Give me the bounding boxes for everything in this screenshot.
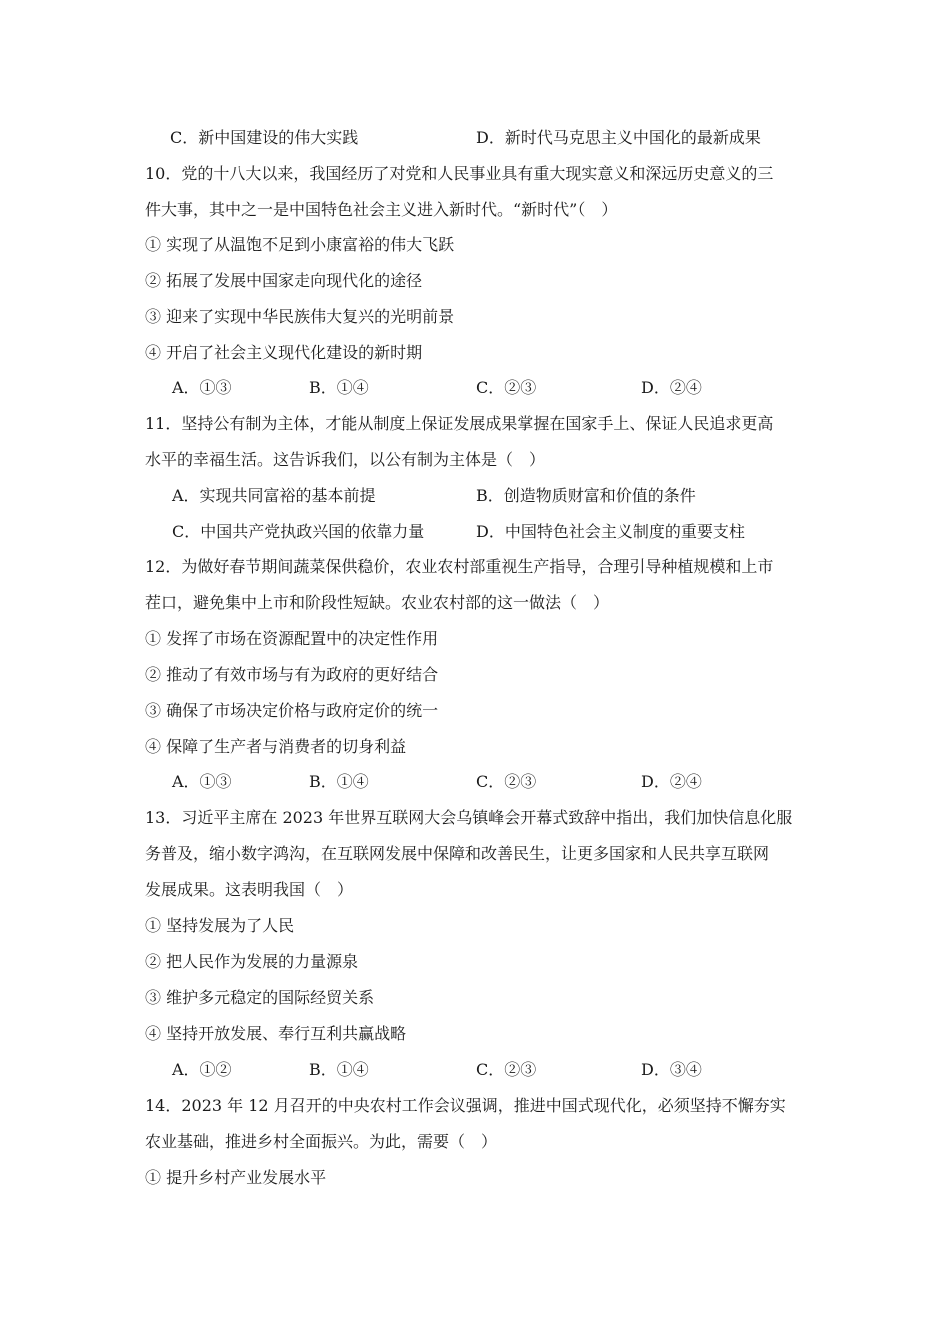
question-11-choice-c: C．中国共产党执政兴国的依靠力量 [172, 522, 425, 541]
question-12-item-3: ③ 确保了市场决定价格与政府定价的统一 [145, 701, 439, 720]
question-10-item-4: ④ 开启了社会主义现代化建设的新时期 [145, 343, 423, 362]
question-11-choice-b: B．创造物质财富和价值的条件 [476, 486, 696, 505]
question-14-item-1: ① 提升乡村产业发展水平 [145, 1168, 327, 1187]
question-13-stem-line-1: 13．习近平主席在 2023 年世界互联网大会乌镇峰会开幕式致辞中指出，我们加快信息化服 [145, 808, 793, 827]
option-c: C．新中国建设的伟大实践 [170, 128, 359, 147]
question-12-item-4: ④ 保障了生产者与消费者的切身利益 [145, 737, 407, 756]
question-13-choice-b: B．①④ [309, 1060, 369, 1079]
question-10-stem-line-1: 10．党的十八大以来，我国经历了对党和人民事业具有重大现实意义和深远历史意义的三 [145, 164, 774, 183]
question-13-item-2: ② 把人民作为发展的力量源泉 [145, 952, 359, 971]
question-10-stem-line-2: 件大事，其中之一是中国特色社会主义进入新时代。“新时代”（ ） [145, 200, 618, 219]
question-10-item-3: ③ 迎来了实现中华民族伟大复兴的光明前景 [145, 307, 455, 326]
question-13-choice-c: C．②③ [476, 1060, 537, 1079]
question-11-stem-line-2: 水平的幸福生活。这告诉我们，以公有制为主体是（ ） [145, 450, 546, 469]
question-12-choice-d: D．②④ [641, 772, 702, 791]
question-12-item-2: ② 推动了有效市场与有为政府的更好结合 [145, 665, 439, 684]
question-12-stem-line-1: 12．为做好春节期间蔬菜保供稳价，农业农村部重视生产指导，合理引导种植规模和上市 [145, 557, 774, 576]
question-10-item-1: ① 实现了从温饱不足到小康富裕的伟大飞跃 [145, 235, 455, 254]
question-12-choice-c: C．②③ [476, 772, 537, 791]
question-13-item-1: ① 坚持发展为了人民 [145, 916, 295, 935]
question-10-item-2: ② 拓展了发展中国家走向现代化的途径 [145, 271, 423, 290]
question-10-choice-b: B．①④ [309, 378, 369, 397]
question-13-item-4: ④ 坚持开放发展、奉行互利共赢战略 [145, 1024, 407, 1043]
question-13-choice-d: D．③④ [641, 1060, 702, 1079]
question-11-choice-a: A．实现共同富裕的基本前提 [172, 486, 376, 505]
question-13-stem-line-2: 务普及，缩小数字鸿沟，在互联网发展中保障和改善民生，让更多国家和人民共享互联网 [145, 844, 770, 863]
question-12-stem-line-2: 茬口，避免集中上市和阶段性短缺。农业农村部的这一做法（ ） [145, 593, 610, 612]
option-d: D．新时代马克思主义中国化的最新成果 [476, 128, 761, 147]
question-14-stem-line-1: 14．2023 年 12 月召开的中央农村工作会议强调，推进中国式现代化，必须坚持不懈夯实 [145, 1096, 786, 1115]
question-12-choice-a: A．①③ [172, 772, 232, 791]
question-13-choice-a: A．①② [172, 1060, 232, 1079]
question-12-choice-b: B．①④ [309, 772, 369, 791]
question-13-stem-line-3: 发展成果。这表明我国（ ） [145, 880, 354, 899]
question-12-item-1: ① 发挥了市场在资源配置中的决定性作用 [145, 629, 439, 648]
question-10-choice-a: A．①③ [172, 378, 232, 397]
question-10-choice-d: D．②④ [641, 378, 702, 397]
question-10-choice-c: C．②③ [476, 378, 537, 397]
question-13-item-3: ③ 维护多元稳定的国际经贸关系 [145, 988, 375, 1007]
question-14-stem-line-2: 农业基础，推进乡村全面振兴。为此，需要（ ） [145, 1132, 498, 1151]
question-11-choice-d: D．中国特色社会主义制度的重要支柱 [476, 522, 745, 541]
question-11-stem-line-1: 11．坚持公有制为主体，才能从制度上保证发展成果掌握在国家手上、保证人民追求更高 [145, 414, 774, 433]
